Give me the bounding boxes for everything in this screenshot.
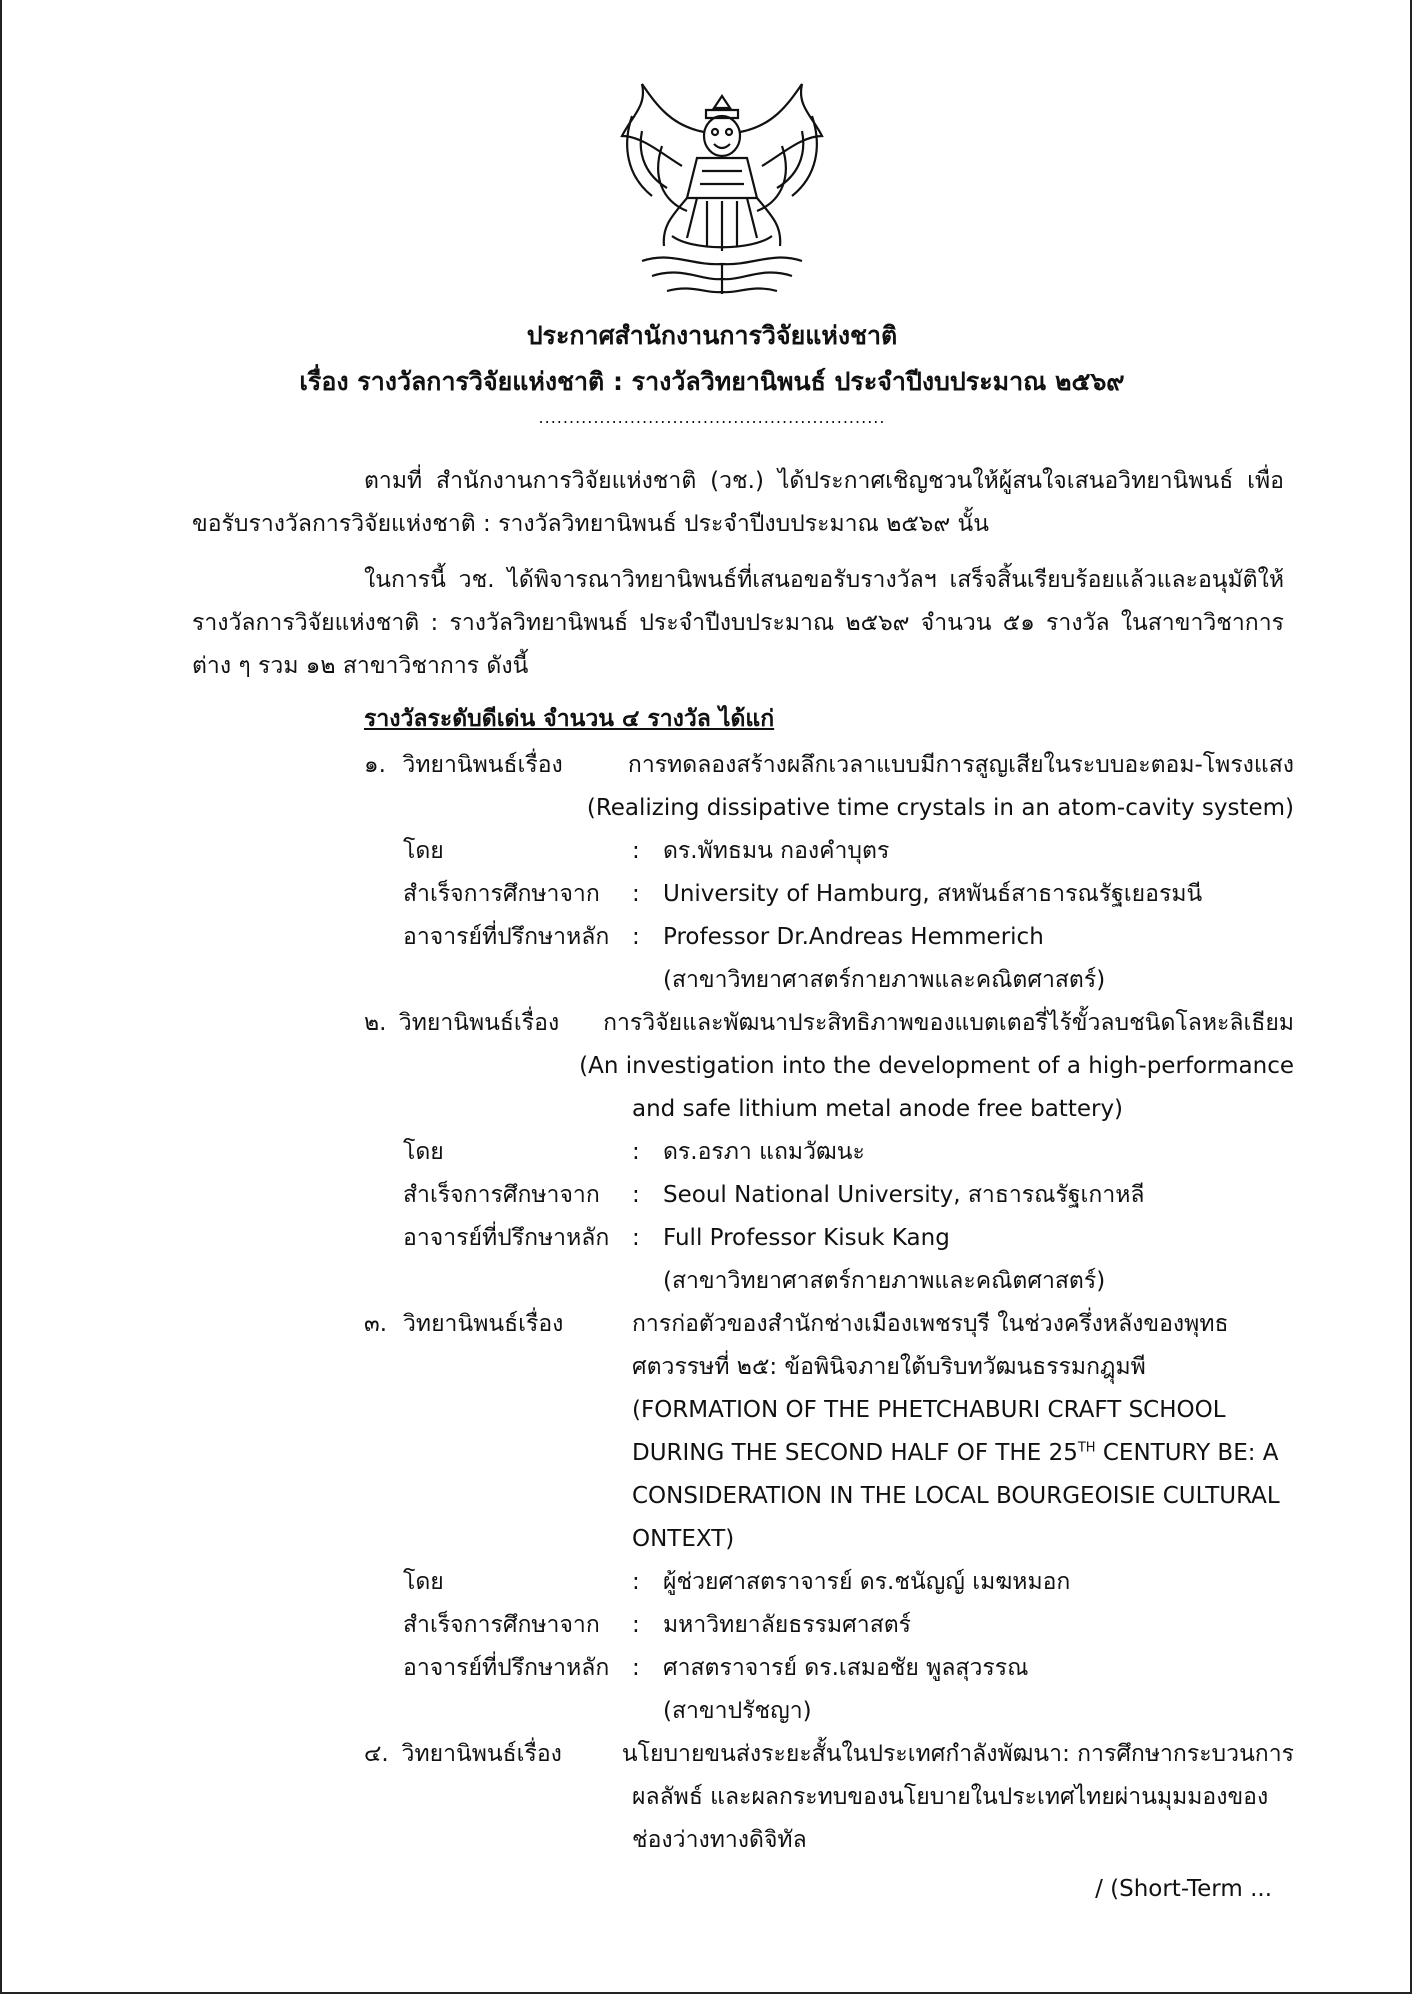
by-row (364, 1131, 1294, 1174)
thesis-title-line (632, 1518, 1294, 1561)
field-value: (สาขาวิทยาศาสตร์กายภาพและคณิตศาสตร์) (663, 967, 1106, 993)
award-number (364, 1346, 403, 1389)
thesis-label: วิทยานิพนธ์เรื่อง (398, 1010, 560, 1036)
thesis-title-line (632, 1346, 1294, 1389)
by-row (364, 1561, 1294, 1604)
spacer (364, 1217, 403, 1260)
thesis-label (403, 1389, 632, 1432)
title-line (364, 1303, 1294, 1346)
thesis-title-text: ศตวรรษที่ ๒๕: ข้อพินิจภายใต้บริบทวัฒนธรรมกฎุมพี (632, 1354, 1146, 1380)
advisor-value: Professor Dr.Andreas Hemmerich (663, 924, 1044, 950)
spacer (364, 1174, 403, 1217)
award-number (364, 1518, 403, 1561)
colon: : (632, 1182, 640, 1208)
title-line (364, 1518, 1294, 1561)
education-value-cell (632, 1174, 1294, 1217)
spacer (364, 1260, 403, 1303)
education-value: Seoul National University, สาธารณรัฐเกาหลี (663, 1182, 1145, 1208)
thesis-title-line (632, 1819, 1294, 1862)
spacer (364, 1131, 403, 1174)
colon: : (632, 1139, 640, 1165)
advisor-row (364, 916, 1294, 959)
title-line (364, 1045, 1294, 1088)
thesis-label (395, 1045, 579, 1088)
title-line (364, 1819, 1294, 1862)
award-number (364, 1819, 403, 1862)
spacer (403, 959, 632, 1002)
advisor-value-cell (632, 1217, 1294, 1260)
award-number (364, 1045, 395, 1088)
advisor-row (364, 1647, 1294, 1690)
thesis-title-text: นโยบายขนส่งระยะสั้นในประเทศกำลังพัฒนา: การศึกษากระบวนการ (621, 1741, 1294, 1767)
spacer (364, 1690, 403, 1733)
award-number: ๑. (364, 752, 386, 778)
spacer (364, 916, 403, 959)
colon: : (632, 1225, 640, 1251)
award-number: ๒. (364, 1010, 387, 1036)
spacer (364, 830, 403, 873)
thesis-title-text: การก่อตัวของสำนักช่างเมืองเพชรบุรี ในช่วงครึ่งหลังของพุทธ (632, 1311, 1229, 1337)
title-line (364, 744, 1294, 787)
advisor-label: อาจารย์ที่ปรึกษาหลัก (403, 1655, 610, 1681)
by-label: โดย (403, 838, 444, 864)
award-number: ๓. (364, 1311, 388, 1337)
education-label: สำเร็จการศึกษาจาก (403, 881, 600, 907)
field-row (364, 959, 1294, 1002)
continuation-note: / (Short-Term ... (1095, 1876, 1272, 1902)
education-value-cell (632, 1604, 1294, 1647)
advisor-label: อาจารย์ที่ปรึกษาหลัก (403, 924, 610, 950)
thesis-label (403, 1475, 632, 1518)
field-row (364, 1690, 1294, 1733)
by-value: ดร.อรภา แถมวัฒนะ (663, 1139, 865, 1165)
paragraph-approval (192, 559, 1284, 688)
award-number (364, 1776, 403, 1819)
awards-heading: รางวัลระดับดีเด่น จำนวน ๔ รางวัล ได้แก่ (364, 706, 775, 732)
award-number (364, 1432, 403, 1475)
thesis-title-text: (Realizing dissipative time crystals in an atom-cavity system) (586, 795, 1294, 821)
colon: : (632, 1612, 640, 1638)
thesis-label (403, 1346, 632, 1389)
thesis-title-text: (FORMATION OF THE PHETCHABURI CRAFT SCHOOL (632, 1397, 1226, 1423)
award-entry (364, 1303, 1294, 1733)
thesis-label (403, 1776, 632, 1819)
thesis-title-line (628, 744, 1294, 787)
title-line (364, 1002, 1294, 1045)
advisor-value-cell (632, 916, 1294, 959)
by-value-cell (632, 830, 1294, 873)
thesis-title-text: CONSIDERATION IN THE LOCAL BOURGEOISIE CULTURAL (632, 1483, 1280, 1509)
award-number: ๔. (364, 1741, 389, 1767)
separator-dots: ......................................................... (538, 408, 886, 427)
colon: : (632, 838, 640, 864)
thesis-title-line (632, 1432, 1294, 1475)
education-row (364, 1604, 1294, 1647)
award-number (364, 1088, 403, 1131)
spacer (364, 1604, 403, 1647)
spacer (364, 1647, 403, 1690)
colon: : (632, 924, 640, 950)
thesis-title-line (622, 1733, 1294, 1776)
advisor-value: ศาสตราจารย์ ดร.เสมอชัย พูลสุวรรณ (663, 1655, 1029, 1681)
spacer (364, 959, 403, 1002)
thesis-title-text: and safe lithium metal anode free battery) (632, 1096, 1124, 1122)
paragraph-intro (192, 460, 1284, 546)
thesis-title-line (579, 1045, 1294, 1088)
colon: : (632, 1655, 640, 1681)
education-value: มหาวิทยาลัยธรรมศาสตร์ (663, 1612, 912, 1638)
advisor-value-cell (632, 1647, 1294, 1690)
award-number (364, 1389, 403, 1432)
title-line (364, 1088, 1294, 1131)
by-label: โดย (403, 1139, 444, 1165)
thesis-title-line (632, 1088, 1294, 1131)
paragraph-approval-text: ในการนี้ วช. ได้พิจารณาวิทยานิพนธ์ที่เสนอขอรับรางวัลฯ เสร็จสิ้นเรียบร้อยแล้วและอนุมัติให้ รางวัลการวิจัยแห่งชาติ : รางวัลวิทยานิพนธ์ ประจำปีงบประมาณ ๒๕๖๙ จำนวน ๕๑ รางวัล ในสาขาวิชาการต่าง ๆ รวม ๑๒ สาขาวิชาการ ดังนี้ (192, 567, 1284, 679)
thesis-label: วิทยานิพนธ์เรื่อง (401, 1741, 562, 1767)
thesis-title-text: ช่องว่างทางดิจิทัล (632, 1827, 807, 1853)
field-row (364, 1260, 1294, 1303)
advisor-row (364, 1217, 1294, 1260)
award-number (364, 787, 396, 830)
thesis-title-line (632, 1303, 1294, 1346)
title-line (364, 787, 1294, 830)
thesis-title-text: CENTURY BE: A (1095, 1440, 1279, 1466)
thesis-title-text: ผลลัพธ์ และผลกระทบของนโยบายในประเทศไทยผ่านมุมมองของ (632, 1784, 1269, 1810)
award-entry (364, 1733, 1294, 1862)
thesis-title-text: DURING THE SECOND HALF OF THE 25 (632, 1440, 1078, 1466)
title-line (364, 1733, 1294, 1776)
field-value: (สาขาวิทยาศาสตร์กายภาพและคณิตศาสตร์) (663, 1268, 1106, 1294)
paragraph-intro-text: ตามที่ สำนักงานการวิจัยแห่งชาติ (วช.) ได้ประกาศเชิญชวนให้ผู้สนใจเสนอวิทยานิพนธ์ เพื่อขอรับรางวัลการวิจัยแห่งชาติ : รางวัลวิทยานิพนธ์ ประจำปีงบประมาณ ๒๕๖๙ นั้น (192, 468, 1284, 537)
thesis-title-line (632, 1475, 1294, 1518)
education-row (364, 1174, 1294, 1217)
announcement-title: ประกาศสำนักงานการวิจัยแห่งชาติ (526, 321, 898, 350)
thesis-title-line (632, 1776, 1294, 1819)
announcement-subject: เรื่อง รางวัลการวิจัยแห่งชาติ : รางวัลวิทยานิพนธ์ ประจำปีงบประมาณ ๒๕๖๙ (299, 367, 1125, 396)
colon: : (632, 1569, 640, 1595)
by-value-cell (632, 1561, 1294, 1604)
thesis-label: วิทยานิพนธ์เรื่อง (402, 752, 563, 778)
thesis-title-line (632, 1389, 1294, 1432)
thesis-title-text: การวิจัยและพัฒนาประสิทธิภาพของแบตเตอรี่ไร้ขั้วลบชนิดโลหะลิเธียม (603, 1010, 1294, 1036)
spacer (364, 873, 403, 916)
thesis-title-text: ONTEXT) (632, 1526, 735, 1552)
education-label: สำเร็จการศึกษาจาก (403, 1182, 600, 1208)
thesis-title-line (587, 787, 1294, 830)
colon: : (632, 881, 640, 907)
title-line (364, 1475, 1294, 1518)
thesis-label (396, 787, 586, 830)
advisor-label: อาจารย์ที่ปรึกษาหลัก (403, 1225, 610, 1251)
thesis-title-text: (An investigation into the development of a high-performance (579, 1053, 1294, 1079)
thesis-title-line (603, 1002, 1294, 1045)
education-value: University of Hamburg, สหพันธ์สาธารณรัฐเยอรมนี (663, 881, 1203, 907)
by-value: ผู้ช่วยศาสตราจารย์ ดร.ชนัญญ์ เมฆหมอก (663, 1569, 1071, 1595)
spacer (364, 1561, 403, 1604)
education-row (364, 873, 1294, 916)
by-label: โดย (403, 1569, 444, 1595)
award-entry (364, 1002, 1294, 1303)
awards-list (364, 744, 1294, 1862)
thesis-label: วิทยานิพนธ์เรื่อง (403, 1311, 564, 1337)
title-line (364, 1346, 1294, 1389)
spacer (403, 1260, 632, 1303)
field-value: (สาขาปรัชญา) (663, 1698, 812, 1724)
thesis-title-text: การทดลองสร้างผลึกเวลาแบบมีการสูญเสียในระบบอะตอม-โพรงแสง (627, 752, 1294, 778)
award-number (364, 1475, 403, 1518)
superscript: TH (1077, 1440, 1096, 1456)
thesis-label (403, 1518, 632, 1561)
advisor-value: Full Professor Kisuk Kang (663, 1225, 950, 1251)
garuda-emblem-icon (602, 76, 842, 301)
award-entry (364, 744, 1294, 1002)
thesis-label (403, 1819, 632, 1862)
education-value-cell (632, 873, 1294, 916)
by-value: ดร.พัทธมน กองคำบุตร (663, 838, 890, 864)
thesis-label (403, 1088, 632, 1131)
title-line (364, 1776, 1294, 1819)
by-value-cell (632, 1131, 1294, 1174)
by-row (364, 830, 1294, 873)
education-label: สำเร็จการศึกษาจาก (403, 1612, 600, 1638)
title-line (364, 1432, 1294, 1475)
spacer (403, 1690, 632, 1733)
thesis-label (403, 1432, 632, 1475)
title-line (364, 1389, 1294, 1432)
